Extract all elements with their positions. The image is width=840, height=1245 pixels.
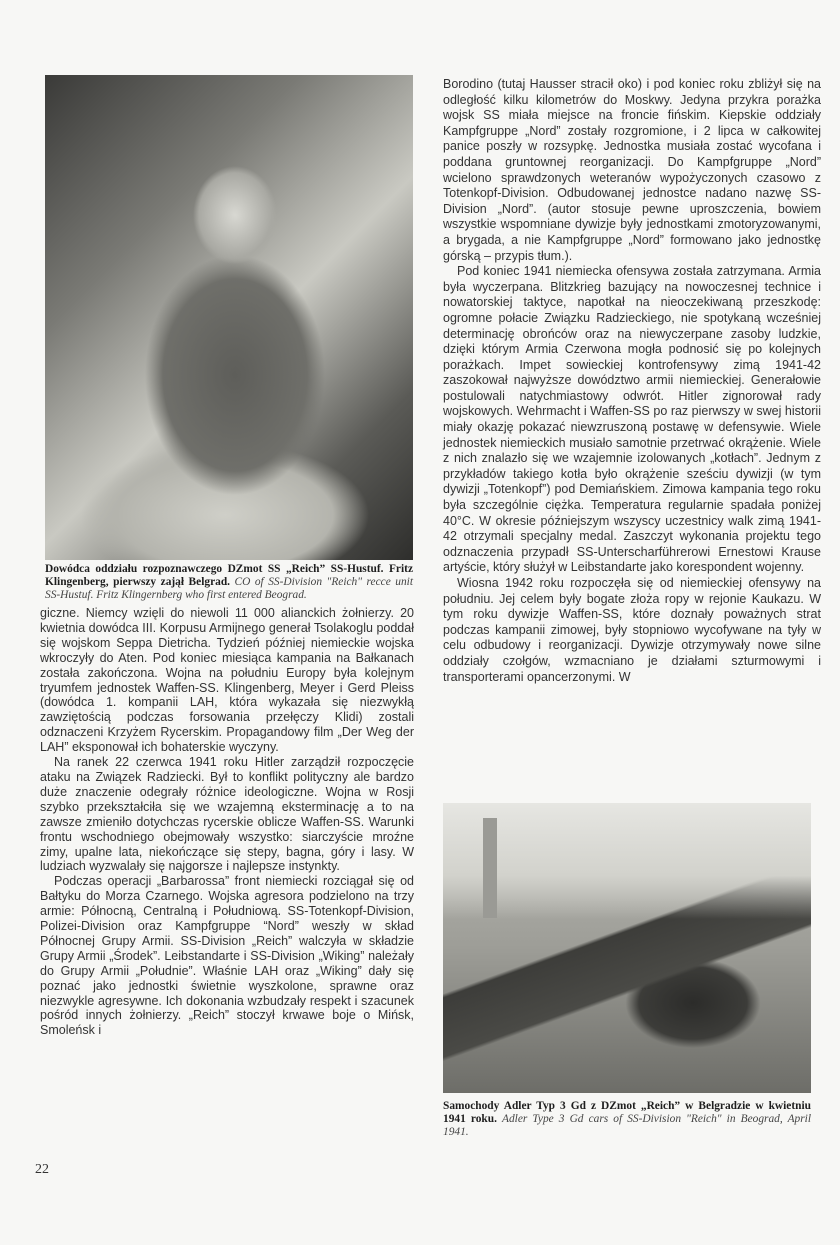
left-text-column: [40, 606, 414, 1038]
caption-english: Adler Type 3 Gd cars of SS-Division "Reich" in Beograd, April 1941.: [443, 1113, 811, 1138]
paragraph: Wiosna 1942 roku rozpoczęła się od niemieckiej ofensywy na południu. Jej celem były bogate złoża ropy w rejonie Kaukazu. W tym roku dywizje Waffen-SS, które doznały poważnych strat podczas kampanii zimowej, były stopniowo wycofywane na tyły w celu odbudowy i reorganizacji. Dywizje otrzymywały nowe silne oddziały czołgów, wzmacniano je działami szturmowymi i transporterami opancerzonymi. W: [443, 576, 821, 684]
paragraph: Pod koniec 1941 niemiecka ofensywa została zatrzymana. Armia była wyczerpana. Blitzkrieg bazujący na nowoczesnej technice i nowatorskiej taktyce, napotkał na nieoczekiwaną przeszkodę: ogromne połacie Związku Radzieckiego, nie spotykaną wcześniej determinację obrońców oraz na niewyczerpane zasoby ludzkie, dzięki którym Armia Czerwona mogła podnosić się po kolejnych porażkach. Impet sowieckiej kontrofensywy zimą 1941-42 zaszokował najwyższe dowództwo armii niemieckiej. Generałowie postulowali natychmiastowy odwrót. Hitler zignorował rady wojskowych. Wehrmacht i Waffen-SS po raz pierwszy w swej historii miały okazję pokazać niewzruszoną postawę w defensywie. Wiele jednostek niemieckich musiało samotnie przetrwać okrążenie. Wiele z nich znalazło się we wzajemnie izolowanych „kotłach”. Jednym z przykładów takiego kotła było okrążenie sześciu dywizji (w tym dywizji „Totenkopf”) pod Demiańskiem. Zimowa kampania tego roku była szczególnie ciężka. Temperatura regularnie spadała poniżej 40°C. W okresie późniejszym wszyscy uczestnicy walk zimą 1941-42 otrzymali specjalny medal. Zaszczyt wykonania projektu tego odznaczenia przypadł SS-Unterscharführerowi Ernestowi Krause artyście, który służył w Leibstandarte jako korespondent wojenny.: [443, 264, 821, 575]
photo-klingenberg: [45, 75, 413, 560]
caption-english: CO of SS-Division "Reich" recce unit SS-Hustuf. Fritz Klingernberg who first entered Beograd.: [45, 576, 414, 601]
paragraph: giczne. Niemcy wzięli do niewoli 11 000 alianckich żołnierzy. 20 kwietnia dowódca III. Korpusu Armijnego generał Tsolakoglu poddał się wojskom Seppa Dietricha. Tydzień później niemieckie wojska wkroczyły do Aten. Pod koniec miesiąca kampania na Bałkanach została zakończona. Wojna na południu Europy była kolejnym tryumfem jednostek Waffen-SS. Klingenberg, Meyer i Gerd Pleiss (dowódca 1. kompanii LAH, która wykazała się niezwykłą zawziętością podczas forsowania przełęczy Klidi) zostali odznaczeni Krzyżem Rycerskim. Propagandowy film „Der Weg der LAH” eksponował ich bohaterskie wyczyny.: [40, 606, 414, 755]
photo-adler-cars: [443, 803, 811, 1093]
photo-caption-1: [45, 563, 413, 602]
bridge-tower: [483, 818, 497, 918]
page-number: 22: [35, 1162, 49, 1177]
paragraph: Podczas operacji „Barbarossa” front niemiecki rozciągał się od Bałtyku do Morza Czarnego. Wojska agresora podzielono na trzy armie: Północną, Centralną i Południową. SS-Totenkopf-Division, Polizei-Division oraz Kampfgruppe “Nord” weszły w skład Północnej Grupy Armii. SS-Division „Reich” walczyła w składzie Grupy Armii „Środek”. Leibstandarte i SS-Division „Wiking” należały do Grupy Armii „Południe”. Właśnie LAH oraz „Wiking” dały się poznać jako jednostki świetnie wyszkolone, sprawne oraz niezwykle agresywne. Ich dokonania wzbudzały respekt i szacunek pośród innych żołnierzy. „Reich” stoczył krwawe boje o Mińsk, Smoleńsk i: [40, 874, 414, 1038]
paragraph: Borodino (tutaj Hausser stracił oko) i pod koniec roku zbliżył się na odległość kilku kilometrów do Moskwy. Jedyna przykra porażka wojsk SS miała miejsce na froncie fińskim. Kiepskie oddziały Kampfgruppe „Nord” zostały rozgromione, i 2 lipca w całkowitej panice poszły w rozsypkę. Jednostka musiała zostać wycofana i poddana gruntownej reorganizacji. Do Kampfgruppe „Nord” wcielono sprawdzonych weteranów wypożyczonych czasowo z Totenkopf-Division. Odbudowanej jednostce nadano nazwę SS-Division „Nord”. (autor stosuje pewne uproszczenia, bowiem wszystkie wspomniane dywizje były jednostkami zmotoryzowanymi, a brygada, a nie Kampfgruppe „Nord” formowano jako jednostkę górską – przypis tłum.).: [443, 77, 821, 263]
photo-caption-2: [443, 1100, 811, 1139]
right-text-column: [443, 77, 821, 685]
caption-polish: Samochody Adler Typ 3 Gd z DZmot „Reich” w Belgradzie w kwietniu 1941 roku.: [443, 1100, 811, 1125]
paragraph: Na ranek 22 czerwca 1941 roku Hitler zarządził rozpoczęcie ataku na Związek Radziecki. Był to konflikt polityczny ale bardzo duże znaczenie odegrały różnice ideologiczne. Wojna w Rosji szybko przekształciła się we wzajemną eksterminację a to na zawsze zmieniło dotychczas rycerskie oblicze Waffen-SS. Warunki frontu wschodniego obejmowały wszystko: siarczyście mroźne zimy, upalne lata, niekończące się stepy, bagna, góry i lasy. W ludziach wyzwalały się najgorsze i najlepsze instynkty.: [40, 755, 414, 874]
caption-polish: Dowódca oddziału rozpoznawczego DZmot SS „Reich” SS-Hustuf. Fritz Klingenberg, pierwszy zajął Belgrad.: [45, 563, 413, 588]
